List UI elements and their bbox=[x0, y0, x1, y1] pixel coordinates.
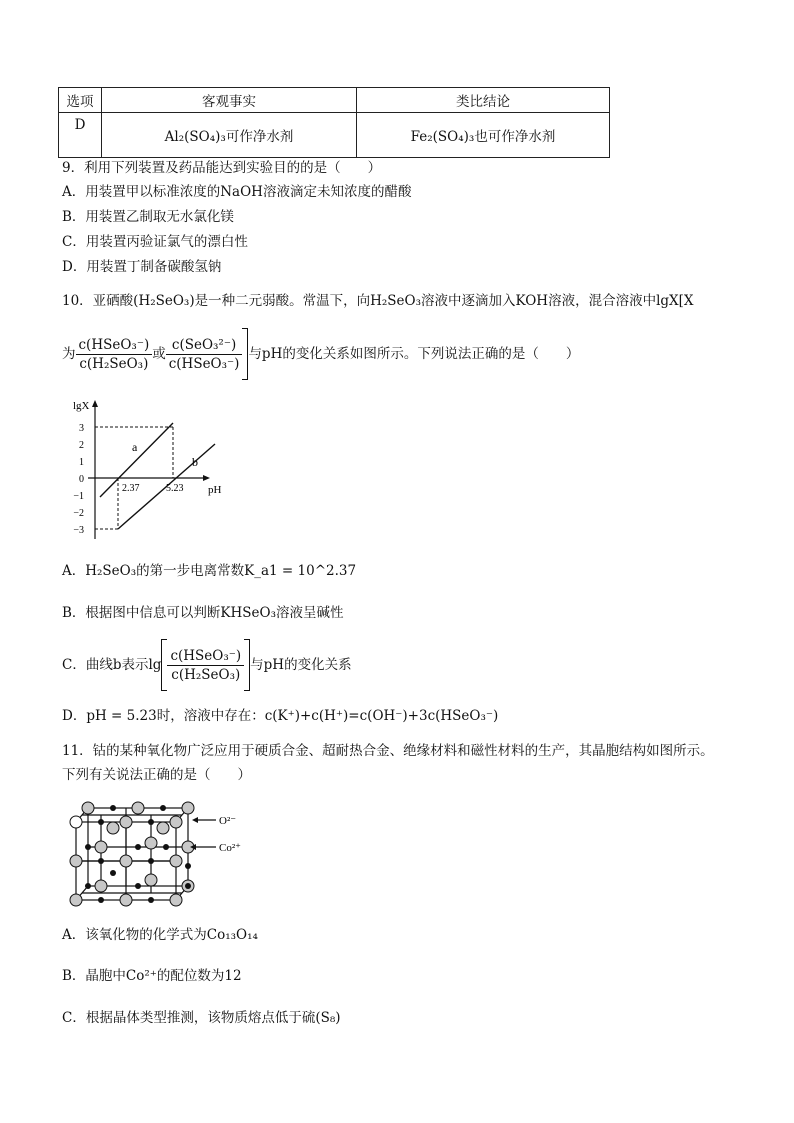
q10-frac2-den: c(HSeO₃⁻) bbox=[168, 355, 240, 372]
graph-xlabel: pH bbox=[208, 484, 222, 496]
q10-graph bbox=[60, 394, 230, 544]
ytick: 1 bbox=[79, 457, 84, 468]
ytick: −3 bbox=[73, 525, 84, 536]
table-header-option: 选项 bbox=[59, 88, 102, 113]
q10-option-b: B．根据图中信息可以判断KHSeO₃溶液呈碱性 bbox=[62, 605, 344, 621]
q9-option-b: B．用装置乙制取无水氯化镁 bbox=[62, 209, 234, 225]
table-cell-option: D bbox=[59, 113, 102, 158]
q10-stem-line2 bbox=[62, 326, 579, 382]
q10-frac1-den: c(H₂SeO₃) bbox=[79, 355, 149, 372]
q11-option-c: C．根据晶体类型推测，该物质熔点低于硫(S₈) bbox=[62, 1010, 341, 1026]
ytick: 2 bbox=[79, 440, 84, 451]
ytick: 3 bbox=[79, 423, 84, 434]
table-header-fact: 客观事实 bbox=[102, 88, 357, 113]
legend-o: O²⁻ bbox=[219, 815, 237, 827]
xtick: 2.37 bbox=[122, 483, 140, 494]
q9-option-d: D．用装置丁制备碳酸氢钠 bbox=[62, 259, 222, 275]
ytick: −2 bbox=[73, 508, 84, 519]
line-a-label: a bbox=[132, 440, 138, 454]
q10-fraction-2 bbox=[166, 336, 243, 373]
q11-option-b: B．晶胞中Co²⁺的配位数为12 bbox=[62, 968, 242, 984]
q10-option-c-fraction bbox=[167, 647, 244, 684]
table-row bbox=[59, 113, 610, 158]
ytick: −1 bbox=[73, 491, 84, 502]
table-header-conclusion: 类比结论 bbox=[357, 88, 610, 113]
q9-option-a: A．用装置甲以标准浓度的NaOH溶液滴定未知浓度的醋酸 bbox=[62, 184, 412, 200]
q11-stem-line1: 11．钴的某种氧化物广泛应用于硬质合金、超耐热合金、绝缘材料和磁性材料的生产，其晶胞结构如图所示。 bbox=[62, 743, 714, 759]
q10-or: 或 bbox=[152, 346, 166, 362]
q10-stem-prefix: 为 bbox=[62, 346, 76, 362]
ytick: 0 bbox=[79, 474, 84, 485]
line-b-label: b bbox=[192, 455, 198, 469]
q10-option-c-den: c(H₂SeO₃) bbox=[171, 666, 241, 683]
q10-option-d: D．pH = 5.23时，溶液中存在：c(K⁺)+c(H⁺)=c(OH⁻)+3c(HSeO₃⁻) bbox=[62, 708, 499, 724]
q9-stem: 9．利用下列装置及药品能达到实验目的的是（ ） bbox=[62, 160, 382, 176]
xtick: 5.23 bbox=[166, 483, 184, 494]
q10-stem-suffix: 与pH的变化关系如图所示。下列说法正确的是（ ） bbox=[248, 346, 580, 362]
table-cell-conclusion: Fe₂(SO₄)₃也可作净水剂 bbox=[357, 113, 610, 158]
q9-option-c: C．用装置丙验证氯气的漂白性 bbox=[62, 234, 248, 250]
q11-stem-line2: 下列有关说法正确的是（ ） bbox=[62, 767, 251, 783]
q11-option-a: A．该氧化物的化学式为Co₁₃O₁₄ bbox=[62, 927, 258, 943]
q10-option-a: A．H₂SeO₃的第一步电离常数K_a1 = 10^2.37 bbox=[62, 563, 357, 579]
q10-option-c-prefix: C．曲线b表示lg bbox=[62, 657, 162, 673]
x-axis-arrow bbox=[203, 475, 210, 481]
q10-option-c-suffix: 与pH的变化关系 bbox=[250, 657, 352, 673]
y-axis-arrow bbox=[92, 400, 98, 407]
q10-fraction-1 bbox=[76, 336, 153, 373]
crystal-structure-diagram bbox=[66, 798, 256, 910]
graph-ylabel: lgX bbox=[73, 400, 90, 412]
q10-option-c-num: c(HSeO₃⁻) bbox=[167, 647, 244, 666]
q10-frac1-num: c(HSeO₃⁻) bbox=[76, 336, 153, 355]
q10-stem-line1: 10．亚硒酸(H₂SeO₃)是一种二元弱酸。常温下，向H₂SeO₃溶液中逐滴加入KOH溶液，混合溶液中lgX[X bbox=[62, 293, 694, 309]
q10-frac2-num: c(SeO₃²⁻) bbox=[166, 336, 243, 355]
q10-option-c bbox=[62, 637, 352, 693]
table-header-row bbox=[59, 88, 610, 113]
legend-co: Co²⁺ bbox=[219, 842, 241, 854]
comparison-table bbox=[58, 87, 610, 158]
table-cell-fact: Al₂(SO₄)₃可作净水剂 bbox=[102, 113, 357, 158]
